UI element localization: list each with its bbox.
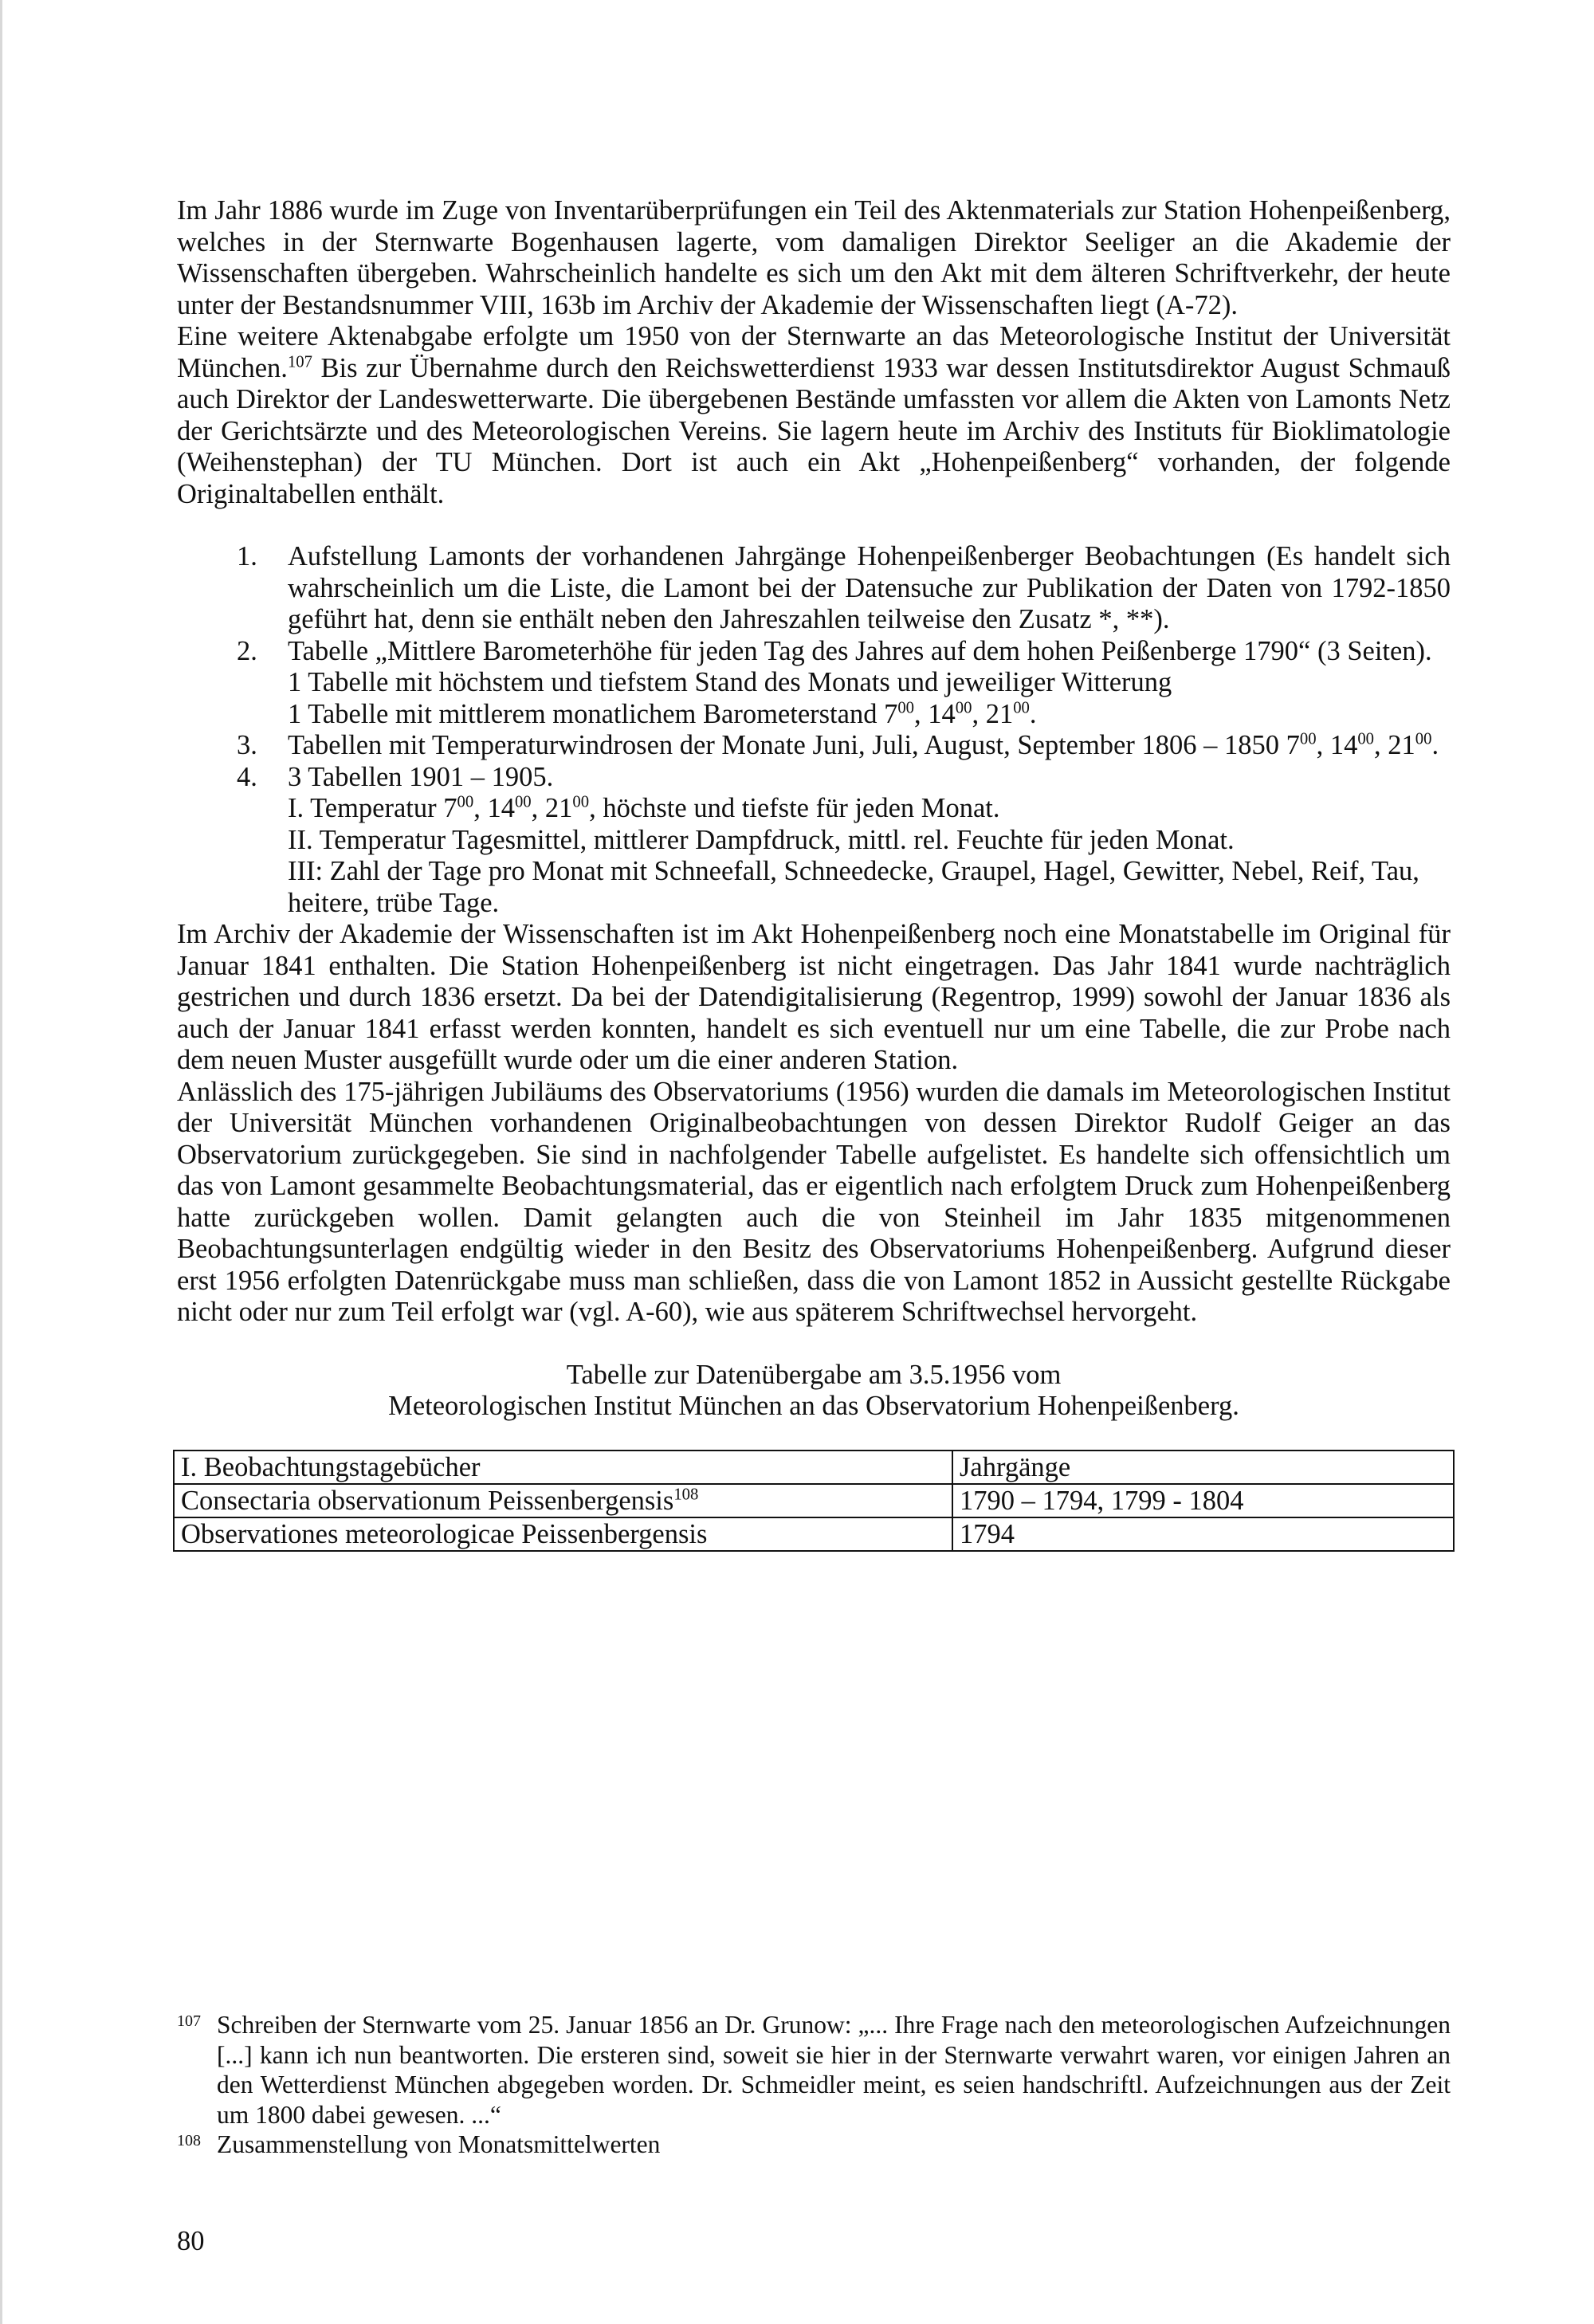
paragraph-4: Anlässlich des 175-jährigen Jubiläums des Observatoriums (1956) wurden die damals im Meteorologischen Institut der Universität München vorhandenen Originalbeobachtungen von dessen Direktor Rudolf Geiger an das Observatorium zurückgegeben. Sie sind in nachfolgender Tabelle aufgelistet. Es handelte sich offensichtlich um das von Lamont gesammelte Beobachtungsmaterial, das er eigentlich nach erfolgtem Druck zum Hohenpeißenberg hatte zurückgeben wollen. Damit gelangten auch die von Steinheil im Jahr 1835 mitgenommenen Beobachtungsunterlagen endgültig wieder in den Besitz des Observatoriums Hohenpeißenberg. Aufgrund dieser erst 1956 erfolgten Datenrückgabe muss man schließen, dass die von Lamont 1852 in Aussicht gestellte Rückgabe nicht oder nur zum Teil erfolgt war (vgl. A-60), wie aus späterem Schriftwechsel hervorgeht. xyxy=(177,1076,1451,1327)
paragraph-1: Im Jahr 1886 wurde im Zuge von Inventarüberprüfungen ein Teil des Aktenmaterials zur Station Hohenpeißenberg, welches in der Sternwarte Bogenhausen lagerte, vom damaligen Direktor Seeliger an die Akademie der Wissenschaften übergeben. Wahrscheinlich handelte es sich um den Akt mit dem älteren Schriftverkehr, der heute unter der Bestandsnummer VIII, 163b im Archiv der Akademie der Wissenschaften liegt (A-72). xyxy=(177,195,1451,320)
footnote-107 xyxy=(177,2010,1451,2130)
original-tables-list xyxy=(177,541,1451,919)
table-header-cell: Jahrgänge xyxy=(952,1451,1454,1484)
list-item-text: Tabellen mit Temperaturwindrosen der Monate Juni, Juli, August, September 1806 – 1850 $7^{00}$, $14^{00}$, $21^{00}$. xyxy=(288,730,1439,760)
list-sub-item: II. Temperatur Tagesmittel, mittlerer Dampfdruck, mittl. rel. Feuchte für jeden Monat. xyxy=(288,824,1235,855)
list-item-text: 3 Tabellen 1901 – 1905. xyxy=(288,761,554,792)
footnote-mark: 107 xyxy=(177,2012,201,2030)
footnote-ref-108[interactable]: 108 xyxy=(673,1486,699,1503)
table-header-row xyxy=(174,1451,1454,1484)
list-item-text: Tabelle „Mittlere Barometerhöhe für jeden Tag des Jahres auf dem hohen Peißenberge 1790“ (3 Seiten). xyxy=(288,635,1432,666)
footnote-ref-107[interactable]: 107 xyxy=(287,353,312,371)
list-sub-item: 1 Tabelle mit höchstem und tiefstem Stand des Monats und jeweiliger Witterung xyxy=(288,667,1172,697)
list-item-text: Aufstellung Lamonts der vorhandenen Jahrgänge Hohenpeißenberger Beobachtungen (Es handelt sich wahrscheinlich um die Liste, die Lamont bei der Datensuche zur Publikation der Daten von 1792-1850 geführt hat, denn sie enthält neben den Jahreszahlen teilweise den Zusatz *, **). xyxy=(288,541,1451,634)
table-cell: Observationes meteorologicae Peissenbergensis xyxy=(174,1517,952,1551)
table-cell: Consectaria observationum Peissenbergensis$^{108}$ xyxy=(174,1484,952,1517)
data-transfer-table xyxy=(173,1450,1455,1552)
list-number: 1. xyxy=(237,541,257,571)
list-sub-item: III: Zahl der Tage pro Monat mit Schneefall, Schneedecke, Graupel, Hagel, Gewitter, Nebel, Reif, Tau, heitere, trübe Tage. xyxy=(288,856,1419,918)
paragraph-3: Im Archiv der Akademie der Wissenschaften ist im Akt Hohenpeißenberg noch eine Monatstabelle im Original für Januar 1841 enthalten. Die Station Hohenpeißenberg ist nicht eingetragen. Das Jahr 1841 wurde nachträglich gestrichen und durch 1836 ersetzt. Da bei der Datendigitalisierung (Regentrop, 1999) sowohl der Januar 1836 als auch der Januar 1841 erfasst werden konnten, handelt es sich eventuell nur um eine Tabelle, die zur Probe nach dem neuen Muster ausgefüllt wurde oder um die einer anderen Station. xyxy=(177,919,1451,1075)
table-row xyxy=(174,1517,1454,1551)
list-item-3 xyxy=(177,730,1451,762)
table-header-cell: I. Beobachtungstagebücher xyxy=(174,1451,952,1484)
paragraph-2 xyxy=(177,321,1451,510)
table-caption-line-1: Tabelle zur Datenübergabe am 3.5.1956 vom xyxy=(566,1359,1062,1390)
page-edge xyxy=(0,0,2,2324)
document-body xyxy=(177,195,1451,1552)
list-number: 2. xyxy=(237,635,257,666)
list-item-2 xyxy=(177,636,1451,731)
table-caption-line-2: Meteorologischen Institut München an das Observatorium Hohenpeißenberg. xyxy=(388,1391,1239,1421)
table-row xyxy=(174,1484,1454,1517)
table-cell: 1790 – 1794, 1799 - 1804 xyxy=(952,1484,1454,1517)
list-item-1 xyxy=(177,541,1451,636)
footnotes xyxy=(177,2010,1451,2160)
footnote-text: Schreiben der Sternwarte vom 25. Januar 1856 an Dr. Grunow: „... Ihre Frage nach den meteorologischen Aufzeichnungen [...] kann ich nun beantworten. Die ersteren sind, soweit sie hier in der Sternwarte verwahrt waren, vor einigen Jahren an den Wetterdienst München abgegeben worden. Dr. Schmeidler meint, es seien handschriftl. Aufzeichnungen aus der Zeit um 1800 dabei gewesen. ...“ xyxy=(217,2011,1451,2129)
footnote-mark: 108 xyxy=(177,2132,201,2149)
paragraph-2-text-a: Eine weitere Aktenabgabe erfolgte um 1950 von der Sternwarte an das Meteorologische Institut der Universität München. xyxy=(177,321,1451,383)
list-item-4 xyxy=(177,762,1451,920)
table-cell: 1794 xyxy=(952,1517,1454,1551)
footnote-text: Zusammenstellung von Monatsmittelwerten xyxy=(217,2130,661,2158)
footnote-108 xyxy=(177,2130,1451,2160)
page-number: 80 xyxy=(177,2226,205,2256)
list-number: 4. xyxy=(237,761,257,792)
list-number: 3. xyxy=(237,730,257,760)
paragraph-2-text-b: Bis zur Übernahme durch den Reichswetterdienst 1933 war dessen Institutsdirektor August Schmauß auch Direktor der Landeswetterwarte. Die übergebenen Bestände umfassten vor allem die Akten von Lamonts Netz der Gerichtsärzte und des Meteorologischen Vereins. Sie lagern heute im Archiv des Instituts für Bioklimatologie (Weihenstephan) der TU München. Dort ist auch ein Akt „Hohenpeißenberg“ vorhanden, der folgende Originaltabellen enthält. xyxy=(177,352,1451,509)
table-caption xyxy=(177,1360,1451,1423)
list-sub-item: I. Temperatur $7^{00}$, $14^{00}$, $21^{00}$, höchste und tiefste für jeden Monat. xyxy=(288,793,1000,823)
list-sub-item: 1 Tabelle mit mittlerem monatlichem Barometerstand $7^{00}$, $14^{00}$, $21^{00}$. xyxy=(288,698,1037,729)
